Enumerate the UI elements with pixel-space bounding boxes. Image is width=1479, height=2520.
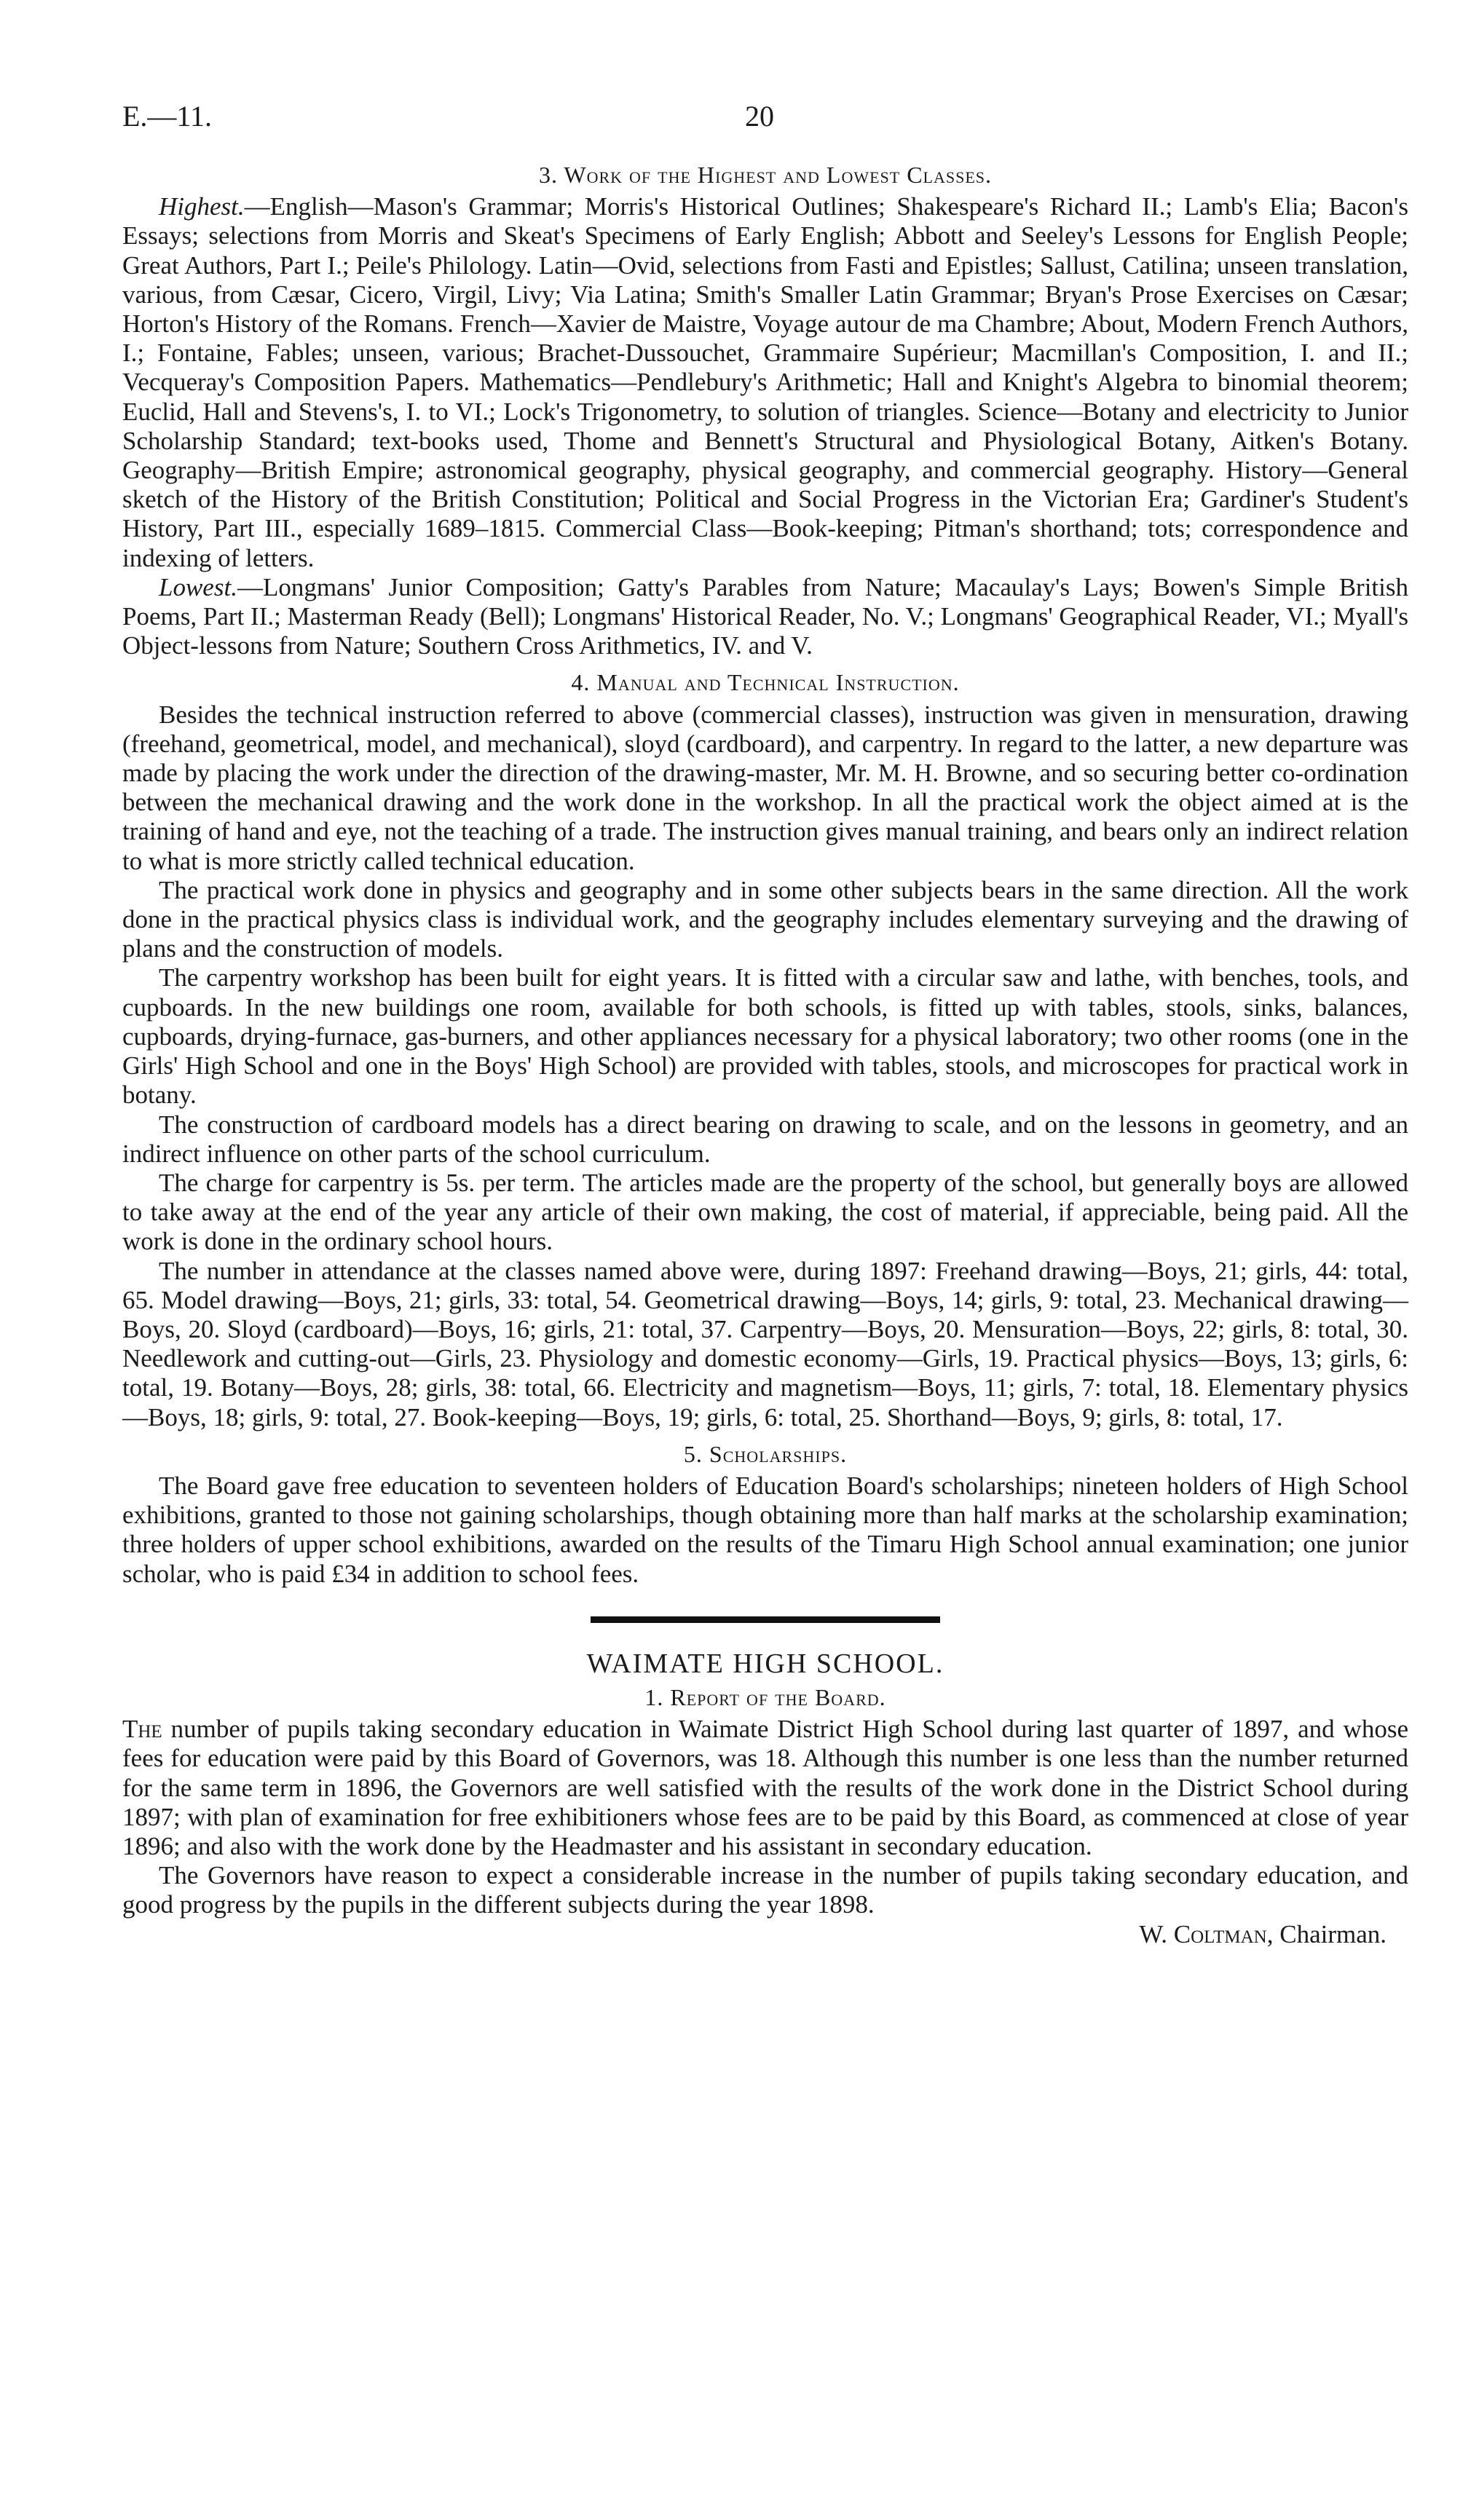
paragraph-manual-2: The practical work done in physics and geography and in some other subjects bears in the same direction. All the work done in the practical physics class is individual work, and the geography includes elementary surveying and the drawing of plans and the construction of models. — [122, 875, 1408, 963]
section-divider-rule — [591, 1616, 940, 1623]
paragraph-manual-5: The charge for carpentry is 5s. per term. The articles made are the property of the school, but generally boys are allowed to take away at the end of the year any article of their own making, the cost of material, if appreciable, being paid. All the work is done in the ordinary school hours. — [122, 1168, 1408, 1256]
section-title-report: 1. Report of the Board. — [644, 1683, 886, 1710]
lead-highest: Highest. — [159, 192, 245, 221]
paragraph-highest — [122, 192, 1408, 573]
school-title: WAIMATE HIGH SCHOOL. — [586, 1648, 944, 1679]
paragraph-lowest — [122, 573, 1408, 661]
section-title-manual: 4. Manual and Technical Instruction. — [571, 669, 960, 696]
text-highest: —English—Mason's Grammar; Morris's Historical Outlines; Shakespeare's Richard II.; Lamb's Elia; Bacon's Essays; selections from Morris and Skeat's Specimens of Early English; Abbott and Seeley's Lessons for English People; Great Authors, Part I.; Peile's Philology. Latin—Ovid, selections from Fasti and Epistles; Sallust, Catilina; unseen translation, various, from Cæsar, Cicero, Virgil, Livy; Via Latina; Smith's Smaller Latin Grammar; Bryan's Prose Exercises on Cæsar; Horton's History of the Romans. French—Xavier de Maistre, Voyage autour de ma Chambre; About, Modern French Authors, I.; Fontaine, Fables; unseen, various; Brachet-Dussouchet, Grammaire Supérieur; Macmillan's Composition, I. and II.; Vecqueray's Composition Papers. Mathematics—Pendlebury's Arithmetic; Hall and Knight's Algebra to binomial theorem; Euclid, Hall and Stevens's, I. to VI.; Lock's Trigonometry, to solution of triangles. Science—Botany and electricity to Junior Scholarship Standard; text-books used, Thome and Bennett's Structural and Physiological Botany, Aitken's Botany. Geography—British Empire; astronomical geography, physical geography, and commercial geography. History—General sketch of the History of the British Constitution; Political and Social Progress in the Victorian Era; Gardiner's Student's History, Part III., especially 1689–1815. Commercial Class—Book-keeping; Pitman's shorthand; tots; correspondence and indexing of letters. — [122, 192, 1408, 572]
signature — [122, 1920, 1408, 1949]
paragraph-waimate-1 — [122, 1715, 1408, 1861]
signature-name: Coltman — [1173, 1919, 1267, 1948]
section-waimate — [122, 1649, 1408, 1949]
section-work-classes — [122, 160, 1408, 660]
text-waimate-1: number of pupils taking secondary education in Waimate District High School during last quarter of 1897, and whose fees for education were paid by this Board of Governors, was 18. Although this number is one less than the number returned for the same term in 1896, the Governors are well satisfied with the results of the work done in the District School during 1897; with plan of examination for free exhibitioners whose fees are to be paid by this Board, as commenced at close of year 1896; and also with the work done by the Headmaster and his assistant in secondary education. — [122, 1715, 1408, 1860]
signature-role: , Chairman. — [1266, 1919, 1387, 1948]
page-id: E.—11. — [122, 100, 212, 133]
lead-lowest: Lowest. — [159, 572, 237, 601]
section-title-work: 3. Work of the Highest and Lowest Classes. — [538, 162, 993, 188]
first-word: The — [122, 1715, 162, 1744]
paragraph-waimate-2: The Governors have reason to expect a considerable increase in the number of pupils taking secondary education, and good progress by the pupils in the different subjects during the year 1898. — [122, 1861, 1408, 1919]
paragraph-manual-4: The construction of cardboard models has a direct bearing on drawing to scale, and on the lessons in geometry, and an indirect influence on other parts of the school curriculum. — [122, 1110, 1408, 1168]
signature-initial: W. — [1139, 1919, 1174, 1948]
paragraph-manual-1: Besides the technical instruction referred to above (commercial classes), instruction was given in mensuration, drawing (freehand, geometrical, model, and mechanical), sloyd (cardboard), and carpentry. In regard to the latter, a new departure was made by placing the work under the direction of the drawing-master, Mr. M. H. Browne, and so securing better co-ordination between the mechanical drawing and the work done in the workshop. In all the practical work the object aimed at is the training of hand and eye, not the teaching of a trade. The instruction gives manual training, and bears only an indirect relation to what is more strictly called technical education. — [122, 700, 1408, 875]
section-scholarships — [122, 1439, 1408, 1589]
paragraph-manual-6: The number in attendance at the classes named above were, during 1897: Freehand drawing—Boys, 21; girls, 44: total, 65. Model drawing—Boys, 21; girls, 33: total, 54. Geometrical drawing—Boys, 14; girls, 9: total, 23. Mechanical drawing—Boys, 20. Sloyd (cardboard)—Boys, 16; girls, 21: total, 37. Carpentry—Boys, 20. Mensuration—Boys, 22; girls, 8: total, 30. Needlework and cutting-out—Girls, 23. Physiology and domestic economy—Girls, 19. Practical physics—Boys, 13; girls, 6: total, 19. Botany—Boys, 28; girls, 38: total, 66. Electricity and magnetism—Boys, 11; girls, 7: total, 18. Elementary physics—Boys, 18; girls, 9: total, 27. Book-keeping—Boys, 19; girls, 6: total, 25. Shorthand—Boys, 9; girls, 8: total, 17. — [122, 1256, 1408, 1431]
paragraph-manual-3: The carpentry workshop has been built for eight years. It is fitted with a circular saw and lathe, with benches, tools, and cupboards. In the new buildings one room, available for both schools, is fitted up with tables, stools, sinks, balances, cupboards, drying-furnace, gas-burners, and other appliances necessary for a physical laboratory; two other rooms (one in the Girls' High School and one in the Boys' High School) are provided with tables, stools, and microscopes for practical work in botany. — [122, 963, 1408, 1110]
paragraph-scholarships: The Board gave free education to seventeen holders of Education Board's scholarships; nineteen holders of High School exhibitions, granted to those not gaining scholarships, though obtaining more than half marks at the scholarship examination; three holders of upper school exhibitions, awarded on the results of the Timaru High School annual examination; one junior scholar, who is paid £34 in addition to school fees. — [122, 1471, 1408, 1588]
text-lowest: —Longmans' Junior Composition; Gatty's Parables from Nature; Macaulay's Lays; Bowen's Simple British Poems, Part II.; Masterman Ready (Bell); Longmans' Historical Reader, No. V.; Longmans' Geographical Reader, VI.; Myall's Object-lessons from Nature; Southern Cross Arithmetics, IV. and V. — [122, 572, 1408, 660]
section-title-scholarships: 5. Scholarships. — [683, 1440, 848, 1467]
running-head — [122, 95, 1408, 138]
section-manual-instruction — [122, 668, 1408, 1431]
page-number: 20 — [745, 100, 774, 133]
